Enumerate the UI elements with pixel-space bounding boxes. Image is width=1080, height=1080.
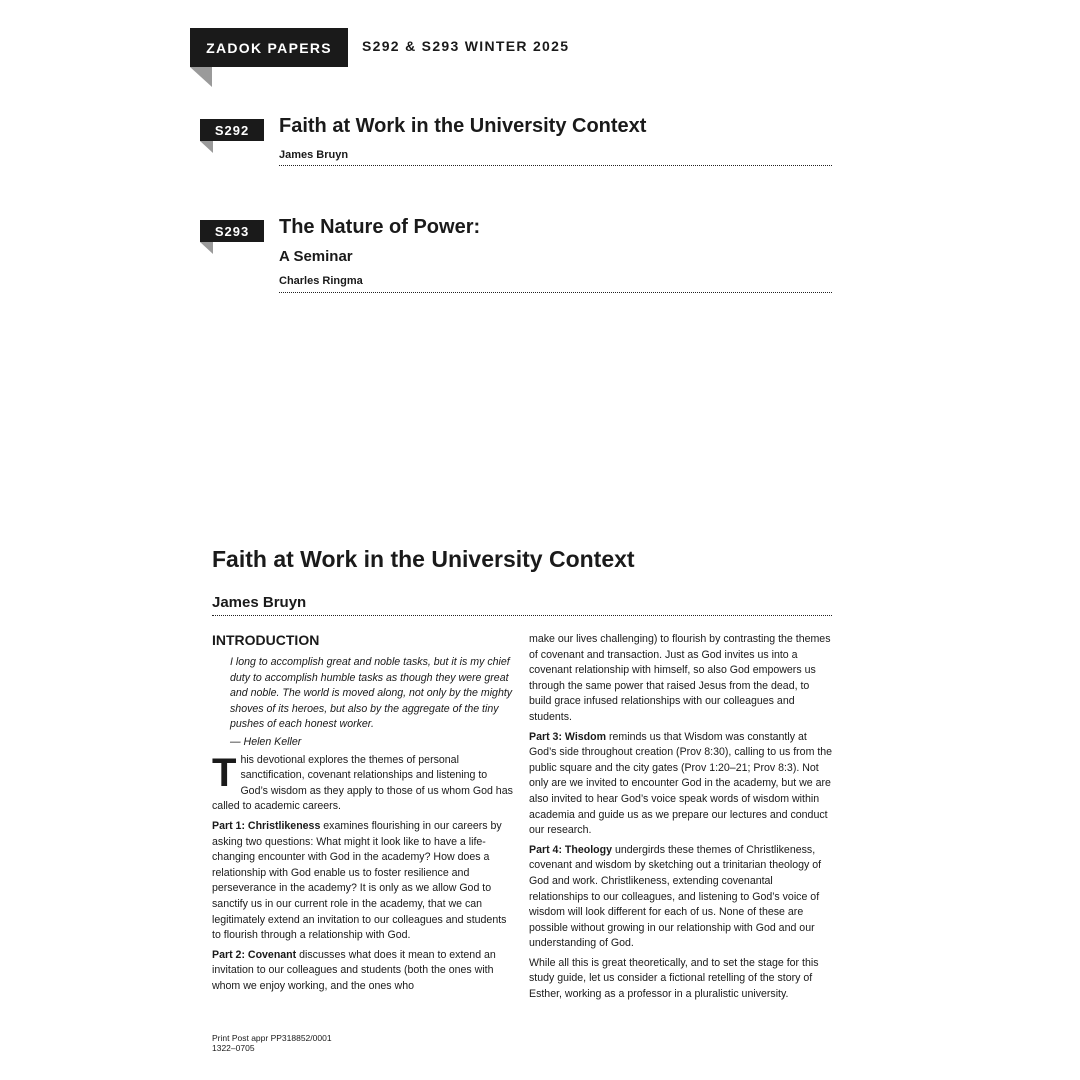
toc-divider — [279, 292, 832, 293]
article-column-left — [212, 632, 514, 998]
footer-line: Print Post appr PP318852/0001 — [212, 1033, 332, 1043]
part-label: Part 2: Covenant — [212, 948, 297, 961]
part-label: Part 1: Christlikeness — [212, 819, 321, 832]
paragraph — [529, 730, 833, 839]
article-divider — [212, 615, 832, 616]
paragraph — [212, 948, 514, 995]
paragraph-text: reminds us that Wisdom was constantly at God’s side throughout creation (Prov 8:30), calling to us from the public square and the city gates (Prov 1:20–21; Prov 8:3). Not only are we invited to encounter God in the academy, but we are also invited to hear God’s voice speak words of wisdom within academia and guide us as we prepare our lectures and conduct our research. — [529, 730, 833, 837]
article-column-right — [529, 632, 833, 1007]
paragraph — [529, 632, 833, 726]
paragraph-text: make our lives challenging) to flourish by contrasting the themes of covenant and transaction. Just as God invites us into a covenant relationship with himself, so also God empowers us through the same power that raised Jesus from the dead, to build grace infused relationships with our colleagues and students. — [529, 633, 831, 723]
epigraph-quote: I long to accomplish great and noble tasks, but it is my chief duty to accomplish humble tasks as though they were great and noble. The world is moved along, not only by the mighty shoves of its heroes, but also by the aggregate of the tiny pushes of each honest worker. — [230, 656, 513, 731]
issue-label: S292 & S293 WINTER 2025 — [362, 38, 570, 54]
intro-heading: INTRODUCTION — [212, 632, 320, 648]
brand-label: ZADOK PAPERS — [206, 39, 332, 56]
part-label: Part 3: Wisdom — [529, 730, 607, 743]
part-label: Part 4: Theology — [529, 843, 612, 856]
footer — [212, 1033, 332, 1053]
article-title: Faith at Work in the University Context — [212, 546, 635, 572]
article-author: James Bruyn — [212, 594, 307, 611]
toc-code: S293 — [214, 223, 250, 239]
toc-subtitle: A Seminar — [279, 248, 353, 265]
toc-title[interactable]: The Nature of Power: — [279, 216, 481, 238]
brand-tab-fold — [190, 67, 212, 87]
brand-tab — [190, 28, 348, 67]
drop-cap: T — [212, 750, 237, 795]
paragraph-text: examines flourishing in our careers by asking two questions: What might it look like to have a life-changing encounter with God in the academy? How does a relationship with God enable us to foster resilience and perseverance in the academy? It is only as we allow God to sanctify us in our current role in the academy, that we can legitimately extend an invitation to our colleagues and students to flourish through a relationship with God. — [212, 819, 507, 942]
toc-code-fold — [200, 141, 213, 153]
toc-author: James Bruyn — [279, 149, 349, 161]
paragraph-text: undergirds these themes of Christlikeness, covenant and wisdom by sketching out a trinitarian theology of God and work. Christlikeness, extending covenantal relationships to our colleagues, and listening to God’s voice of wisdom will look different for each of us. None of these are possible without growing in our relationship with God and our understanding of God. — [529, 843, 822, 950]
toc-divider — [279, 165, 832, 166]
toc-code-fold — [200, 242, 213, 254]
epigraph-attribution: — Helen Keller — [230, 735, 302, 748]
paragraph — [212, 819, 514, 944]
toc-code: S292 — [214, 122, 250, 138]
paragraph — [529, 956, 833, 1003]
paragraph — [529, 843, 833, 952]
paragraph — [212, 750, 514, 815]
toc-author: Charles Ringma — [279, 275, 363, 287]
footer-line: 1322–0705 — [212, 1043, 255, 1053]
toc-code-tag — [200, 119, 264, 141]
paragraph-text: discusses what does it mean to extend an invitation to our colleagues and students (both the ones with whom we enjoy working, and the ones who — [212, 948, 496, 992]
paragraph-text: his devotional explores the themes of personal sanctification, covenant relationships and listening to God’s wisdom as they apply to those of us whom God has called to academic careers. — [212, 753, 513, 813]
paragraph-text: While all this is great theoretically, and to set the stage for this study guide, let us consider a fictional retelling of the story of Esther, working as a professor in a pluralistic university. — [529, 956, 819, 1001]
toc-code-tag — [200, 220, 264, 242]
toc-title[interactable]: Faith at Work in the University Context — [279, 115, 647, 137]
